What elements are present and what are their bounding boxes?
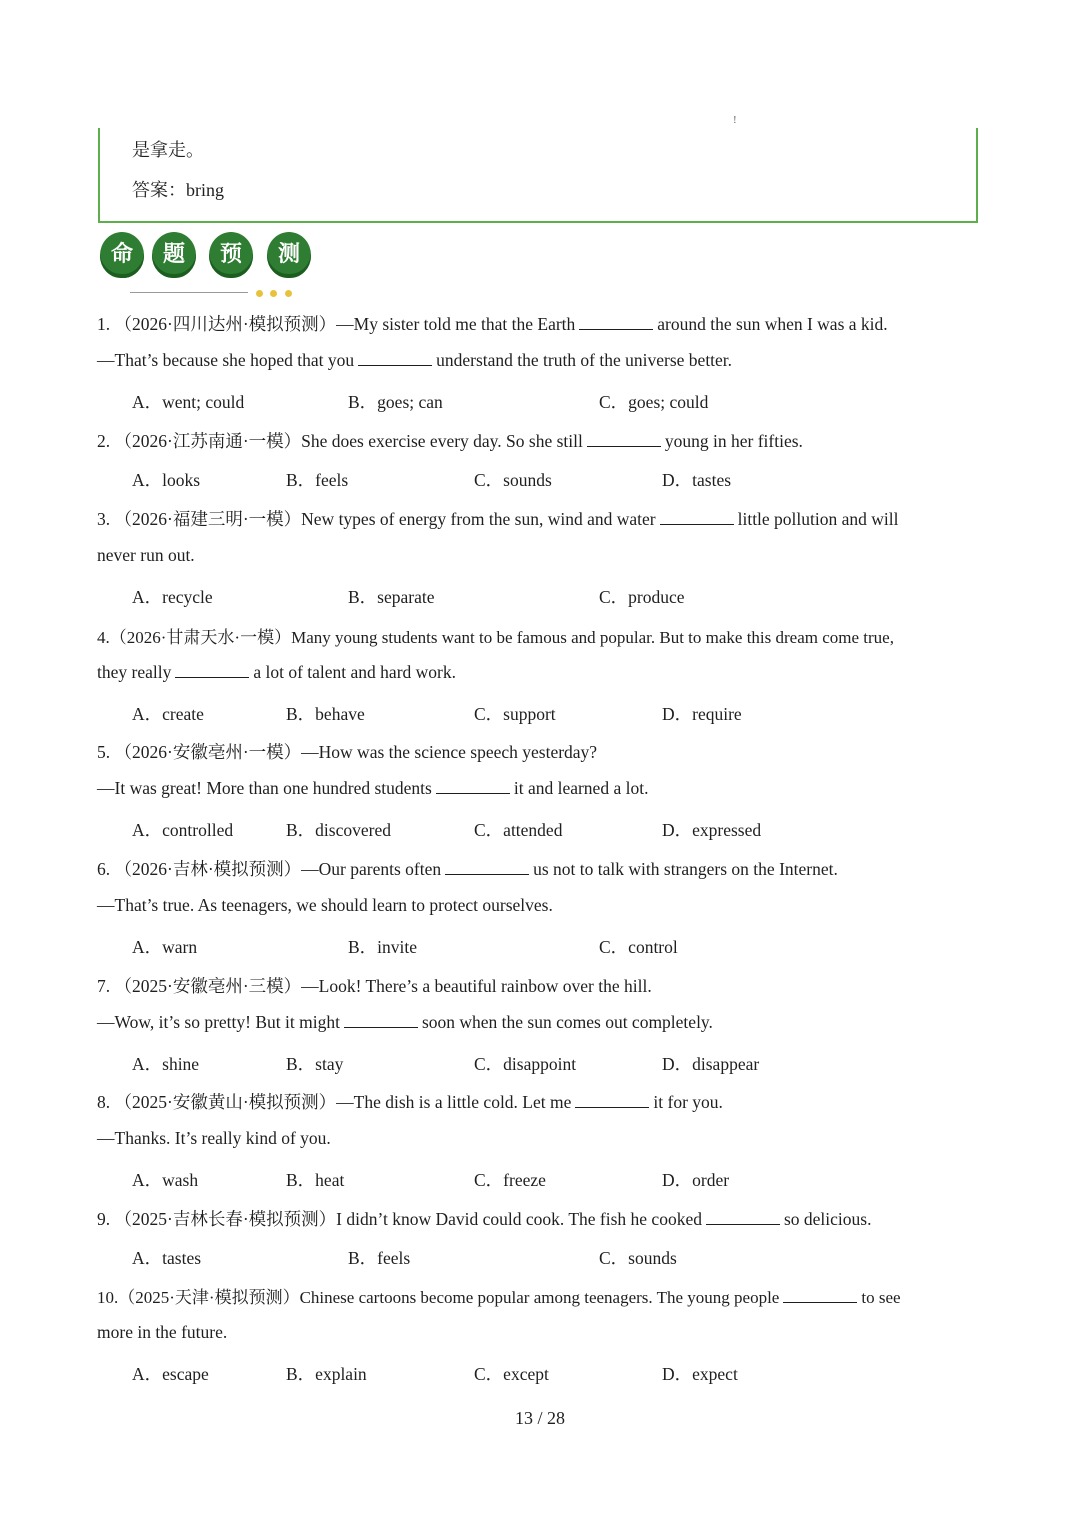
- option-c[interactable]: C．produce: [599, 587, 685, 607]
- answer-blank[interactable]: [358, 364, 432, 366]
- answer-blank[interactable]: [436, 792, 510, 794]
- option-c[interactable]: C．sounds: [474, 470, 552, 490]
- option-b[interactable]: B．explain: [286, 1364, 367, 1384]
- question-5-line-1: 5. （2026·安徽亳州·一模）—How was the science speech yesterday?: [97, 742, 598, 762]
- question-3-line-2: never run out.: [97, 545, 195, 565]
- option-b[interactable]: B．separate: [348, 587, 435, 607]
- option-b[interactable]: B．stay: [286, 1054, 344, 1074]
- option-b[interactable]: B．invite: [348, 937, 418, 957]
- stray-mark: !: [733, 114, 737, 126]
- question-8-line-1: 8. （2025·安徽黄山·模拟预测）—The dish is a little cold. Let me it for you.: [97, 1092, 723, 1112]
- option-a[interactable]: A．went; could: [132, 392, 245, 412]
- question-7-line-1: 7. （2025·安徽亳州·三模）—Look! There’s a beautiful rainbow over the hill.: [97, 976, 652, 996]
- answer-blank[interactable]: [579, 328, 653, 330]
- option-c[interactable]: C．goes; could: [599, 392, 709, 412]
- question-4-line-2: they really a lot of talent and hard work.: [97, 662, 456, 682]
- question-7-line-2: —Wow, it’s so pretty! But it might soon when the sun comes out completely.: [97, 1012, 713, 1032]
- answer-blank[interactable]: [783, 1301, 857, 1303]
- option-c[interactable]: C．support: [474, 704, 556, 724]
- header-underline: [130, 292, 248, 293]
- header-badge: 题: [152, 232, 196, 278]
- answer-blank[interactable]: [587, 445, 661, 447]
- option-d[interactable]: D．order: [662, 1170, 730, 1190]
- question-10-line-2: more in the future.: [97, 1322, 228, 1342]
- option-b[interactable]: B．discovered: [286, 820, 391, 840]
- question-2-line-1: 2. （2026·江苏南通·一模）She does exercise every day. So she still young in her fifties.: [97, 431, 803, 451]
- question-6-line-1: 6. （2026·吉林·模拟预测）—Our parents often us not to talk with strangers on the Internet.: [97, 859, 838, 879]
- option-b[interactable]: B．feels: [286, 470, 349, 490]
- question-9-line-1: 9. （2025·吉林长春·模拟预测）I didn’t know David could cook. The fish he cooked so delicious.: [97, 1209, 872, 1229]
- answer-text: 答案：bring: [132, 180, 224, 200]
- option-c[interactable]: C．sounds: [599, 1248, 677, 1268]
- question-10-line-1: 10.（2025·天津·模拟预测）Chinese cartoons become popular among teenagers. The young people to see: [97, 1288, 901, 1307]
- question-6-line-2: —That’s true. As teenagers, we should learn to protect ourselves.: [97, 895, 553, 915]
- option-c[interactable]: C．disappoint: [474, 1054, 577, 1074]
- option-c[interactable]: C．control: [599, 937, 678, 957]
- option-c[interactable]: C．attended: [474, 820, 563, 840]
- option-b[interactable]: B．heat: [286, 1170, 345, 1190]
- option-d[interactable]: D．disappear: [662, 1054, 760, 1074]
- option-b[interactable]: B．behave: [286, 704, 365, 724]
- option-a[interactable]: A．escape: [132, 1364, 209, 1384]
- header-badge: 测: [267, 232, 311, 278]
- answer-blank[interactable]: [660, 523, 734, 525]
- option-a[interactable]: A．controlled: [132, 820, 234, 840]
- decor-dot: [270, 290, 277, 297]
- header-badge: 命: [100, 232, 144, 278]
- option-a[interactable]: A．warn: [132, 937, 198, 957]
- option-d[interactable]: D．tastes: [662, 470, 732, 490]
- option-a[interactable]: A．shine: [132, 1054, 200, 1074]
- question-4-line-1: 4.（2026·甘肃天水·一模）Many young students want to be famous and popular. But to make this dream come true,: [97, 628, 894, 647]
- option-a[interactable]: A．tastes: [132, 1248, 202, 1268]
- answer-explanation: 是拿走。: [132, 140, 204, 160]
- answer-blank[interactable]: [706, 1223, 780, 1225]
- option-a[interactable]: A．wash: [132, 1170, 199, 1190]
- option-b[interactable]: B．goes; can: [348, 392, 443, 412]
- option-c[interactable]: C．except: [474, 1364, 549, 1384]
- option-d[interactable]: D．expect: [662, 1364, 738, 1384]
- decor-dot: [285, 290, 292, 297]
- option-c[interactable]: C．freeze: [474, 1170, 546, 1190]
- decor-dot: [256, 290, 263, 297]
- question-3-line-1: 3. （2026·福建三明·一模）New types of energy from the sun, wind and water little pollution and will: [97, 509, 899, 529]
- option-b[interactable]: B．feels: [348, 1248, 411, 1268]
- option-d[interactable]: D．expressed: [662, 820, 762, 840]
- option-a[interactable]: A．recycle: [132, 587, 213, 607]
- question-5-line-2: —It was great! More than one hundred students it and learned a lot.: [97, 778, 649, 798]
- page-number: 13 / 28: [514, 1408, 565, 1428]
- question-1-line-1: 1. （2026·四川达州·模拟预测）—My sister told me that the Earth around the sun when I was a kid.: [97, 314, 888, 334]
- option-a[interactable]: A．looks: [132, 470, 201, 490]
- header-badge: 预: [209, 232, 253, 278]
- answer-blank[interactable]: [575, 1106, 649, 1108]
- option-d[interactable]: D．require: [662, 704, 742, 724]
- question-8-line-2: —Thanks. It’s really kind of you.: [97, 1128, 331, 1148]
- answer-blank[interactable]: [445, 873, 529, 875]
- option-a[interactable]: A．create: [132, 704, 204, 724]
- answer-box: [98, 128, 978, 223]
- answer-blank[interactable]: [175, 676, 249, 678]
- answer-blank[interactable]: [344, 1026, 418, 1028]
- question-1-line-2: —That’s because she hoped that you understand the truth of the universe better.: [97, 350, 733, 370]
